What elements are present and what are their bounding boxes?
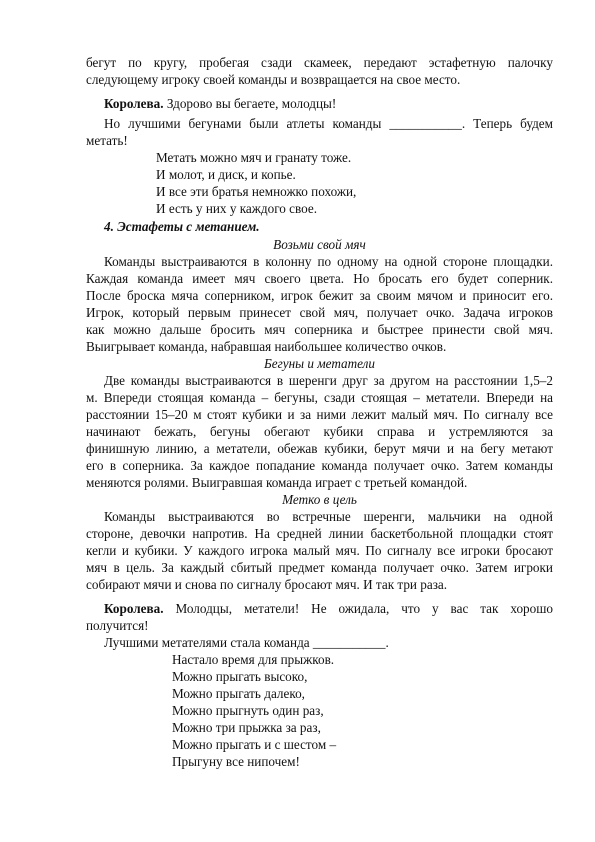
queen-remark [104,600,553,617]
paragraph-line: расстоянии 15–20 м стоят кубики и за ними лежит малый мяч. По сигналу все [86,407,553,422]
paragraph-line: Две команды выстраиваются в шеренги друг за другом на расстоянии 1,5–2 [104,373,553,388]
paragraph-line: финишную линию, а метатели, обежав кубики, берут мячи и на бегу метают [86,441,553,456]
verse-line: Прыгуну все нипочем! [172,754,300,769]
verse-line: И все эти братья немножко похожи, [156,184,357,199]
verse-line: И есть у них у каждого свое. [156,201,318,216]
game-title: Метко в цель [282,492,357,507]
section-heading: 4. Эстафеты с метанием. [104,219,260,234]
verse-line: Можно прыгать высоко, [172,669,308,684]
paragraph-line: следующему игроку своей команды и возвращается на свое место. [86,72,461,87]
paragraph-line: мяч в цель. За каждый сбитый предмет команда получает очко. Затем игроки [86,560,553,575]
paragraph-line: Лучшими метателями стала команда ___________. [104,635,389,650]
paragraph-line: Но лучшими бегунами были атлеты команды ___________. Теперь будем [104,116,553,131]
paragraph-line: кегли и кубики. У каждого игрока малый мяч. По сигналу все игроки бросают [86,543,553,558]
paragraph-line: начинают бежать, бегуны обегают кубики справа и устремляются за [86,424,553,439]
verse-line: И молот, и диск, и копье. [156,167,296,182]
verse-line: Можно прыгнуть один раз, [172,703,324,718]
paragraph-line: м. Впереди стоящая команда – бегуны, сзади стоящая – метатели. Впереди на [86,390,553,405]
game-title: Бегуны и метатели [263,356,376,371]
speaker-text: Молодцы, метатели! Не ожидала, что у вас так хорошо [163,601,553,616]
verse-line: Можно три прыжка за раз, [172,720,321,735]
paragraph-line: бегут по кругу, пробегая сзади скамеек, передают эстафетную палочку [86,55,553,70]
paragraph-line: его в соперника. За каждое попадание команда получает очко. Затем команды [86,458,553,473]
verse-line: Настало время для прыжков. [172,652,335,667]
paragraph-line: стороне, девочки напротив. На средней линии баскетбольной площадки стоят [86,526,553,541]
paragraph-line: как можно дальше бросить мяч соперника и быстрее принести свой мяч. [86,322,553,337]
paragraph-line: Каждая команда имеет мяч своего цвета. Но бросать его будет соперник. [86,271,553,286]
verse-line: Можно прыгать далеко, [172,686,305,701]
paragraph-line: меняются ролями. Выигравшая команда играет с третьей командой. [86,475,468,490]
paragraph-line: метать! [86,133,128,148]
paragraph-line: Команды выстраиваются во встречные шеренги, мальчики на одной [104,509,553,524]
verse-line: Метать можно мяч и гранату тоже. [156,150,352,165]
paragraph-line: получится! [86,618,149,633]
paragraph-line: Игрок, который первым принесет свой мяч, получает очко. Задача игроков [86,305,553,320]
queen-remark [104,95,553,112]
speaker-name: Королева. [104,96,164,111]
paragraph-line: собирают мячи и снова по сигналу бросают мяч. И так три раза. [86,577,448,592]
speaker-text: Здорово вы бегаете, молодцы! [163,96,337,111]
speaker-name: Королева. [104,601,164,616]
paragraph-line: После броска мяча соперником, игрок бежит за своим мячом и приносит его. [86,288,553,303]
paragraph-line: Команды выстраиваются в колонну по одному на одной стороне площадки. [104,254,553,269]
game-title: Возьми свой мяч [273,237,366,252]
verse-line: Можно прыгать и с шестом – [172,737,337,752]
paragraph-line: Выигрывает команда, набравшая наибольшее количество очков. [86,339,447,354]
